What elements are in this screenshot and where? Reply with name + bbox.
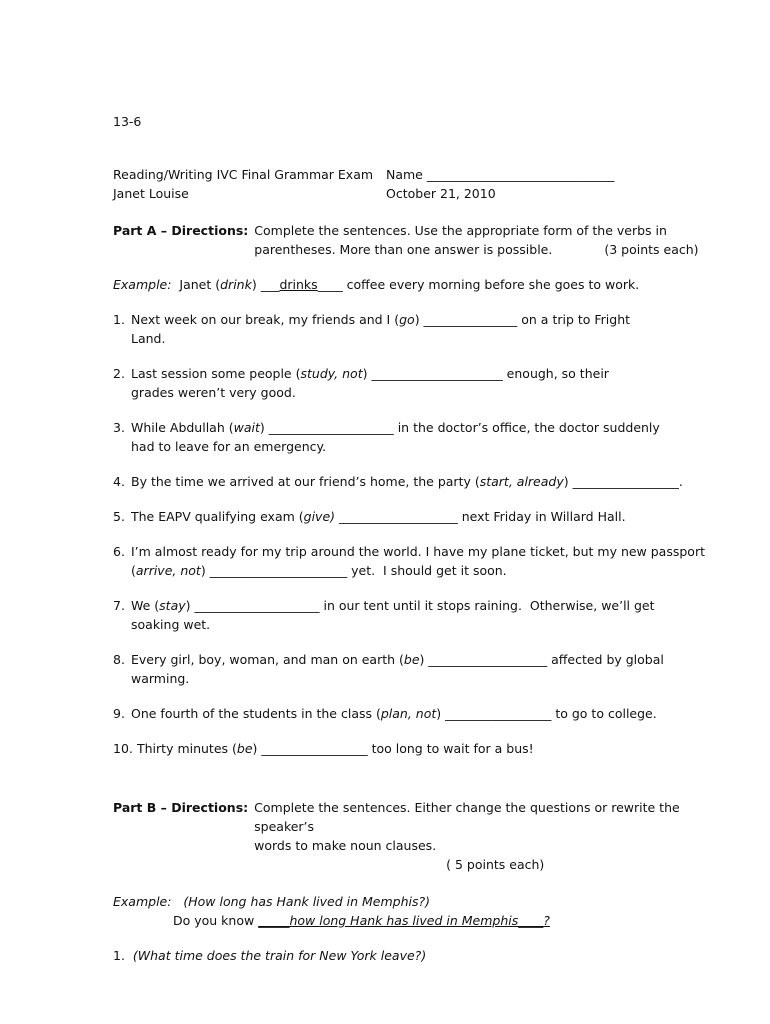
part-a-directions xyxy=(113,221,713,259)
item-verb: be xyxy=(403,652,420,667)
item-text: I’m almost ready for my trip around the world. I have my plane ticket, but my new passport xyxy=(131,544,705,559)
item-number: 10. xyxy=(113,741,133,756)
item-question: (What time does the train for New York leave?) xyxy=(132,948,427,963)
example-lead: Do you know xyxy=(173,913,259,928)
item-verb: wait xyxy=(233,420,260,435)
item-text: Next week on our break, my friends and I ( xyxy=(131,312,400,327)
item-verb: plan, not xyxy=(380,706,437,721)
exam-header xyxy=(113,165,713,203)
part-b-directions-line1: Complete the sentences. Either change the questions or rewrite the speaker’s xyxy=(254,800,680,834)
item-number: 6. xyxy=(113,544,125,559)
exam-date: October 21, 2010 xyxy=(386,186,496,201)
list-item xyxy=(113,472,713,491)
header-right xyxy=(386,165,713,203)
item-text: We ( xyxy=(131,598,160,613)
part-b-item-1 xyxy=(113,946,713,965)
list-item xyxy=(113,418,713,456)
item-text-end: ) _________________. xyxy=(563,474,683,489)
exam-document xyxy=(113,112,713,965)
item-text-end: ___________________ next Friday in Willard Hall. xyxy=(335,509,626,524)
list-item xyxy=(113,596,713,634)
part-b-directions xyxy=(113,798,713,874)
list-item xyxy=(113,542,713,580)
example-text-end: ____ coffee every morning before she goes to work. xyxy=(317,277,640,292)
item-text-end: ) ____________________ in our tent until it stops raining. Otherwise, we’ll get xyxy=(185,598,655,613)
item-text-end: ) _____________________ enough, so their xyxy=(362,366,609,381)
list-item xyxy=(113,310,713,348)
item-number: 8. xyxy=(113,652,125,667)
list-item xyxy=(113,507,713,526)
item-continuation: had to leave for an emergency. xyxy=(131,439,327,454)
part-a-directions-line1: Complete the sentences. Use the appropriate form of the verbs in xyxy=(254,223,667,238)
item-text: While Abdullah ( xyxy=(131,420,234,435)
item-number: 1. xyxy=(113,312,125,327)
item-text: Thirty minutes ( xyxy=(137,741,237,756)
item-verb: start, already xyxy=(479,474,564,489)
item-number: 3. xyxy=(113,420,125,435)
course-title: Reading/Writing IVC Final Grammar Exam xyxy=(113,167,374,182)
item-text: By the time we arrived at our friend’s home, the party ( xyxy=(131,474,480,489)
item-text: The EAPV qualifying exam ( xyxy=(131,509,304,524)
item-verb: be xyxy=(236,741,253,756)
example-label: Example: xyxy=(113,277,172,292)
item-text: One fourth of the students in the class ( xyxy=(131,706,381,721)
example-label: Example: xyxy=(113,894,172,909)
list-item xyxy=(113,704,713,723)
item-number: 5. xyxy=(113,509,125,524)
example-text: Janet ( xyxy=(179,277,221,292)
item-number: 7. xyxy=(113,598,125,613)
part-b-label: Part B – Directions: xyxy=(113,800,249,815)
part-b-directions-line2: words to make noun clauses. xyxy=(254,838,437,853)
item-verb: study, not xyxy=(300,366,363,381)
item-continuation: ( xyxy=(131,563,136,578)
example-blank: ) ___ xyxy=(251,277,280,292)
part-a-label: Part A – Directions: xyxy=(113,223,249,238)
item-number: 2. xyxy=(113,366,125,381)
part-a-items xyxy=(113,310,713,758)
item-number: 4. xyxy=(113,474,125,489)
item-text-end: ) ____________________ in the doctor’s office, the doctor suddenly xyxy=(259,420,660,435)
instructor-name: Janet Louise xyxy=(113,186,189,201)
part-a-directions-line2: parentheses. More than one answer is possible. xyxy=(254,242,553,257)
example-question: (How long has Hank lived in Memphis?) xyxy=(183,894,431,909)
part-b-points: ( 5 points each) xyxy=(446,857,545,872)
item-text-end: ) _________________ too long to wait for a bus! xyxy=(252,741,534,756)
list-item xyxy=(113,739,713,758)
item-text-end: ) ______________________ yet. I should get it soon. xyxy=(200,563,507,578)
part-a-example xyxy=(113,275,713,294)
header-left xyxy=(113,165,386,203)
item-text-end: ) ___________________ affected by global xyxy=(419,652,664,667)
student-name-field: Name ______________________________ xyxy=(386,167,615,182)
item-text-end: ) _______________ on a trip to Fright xyxy=(414,312,631,327)
item-verb: stay xyxy=(159,598,186,613)
item-text: Last session some people ( xyxy=(131,366,301,381)
document-code: 13-6 xyxy=(113,114,142,129)
item-number: 9. xyxy=(113,706,125,721)
item-continuation: grades weren’t very good. xyxy=(131,385,296,400)
item-continuation: Land. xyxy=(131,331,166,346)
list-item xyxy=(113,650,713,688)
part-b-example xyxy=(113,892,713,930)
example-verb: drink xyxy=(220,277,252,292)
item-continuation: soaking wet. xyxy=(131,617,211,632)
item-verb: arrive, not xyxy=(135,563,201,578)
list-item xyxy=(113,364,713,402)
item-continuation: warming. xyxy=(131,671,190,686)
item-number: 1. xyxy=(113,948,125,963)
item-verb: give) xyxy=(303,509,336,524)
part-a-points: (3 points each) xyxy=(604,242,699,257)
example-answer: _____how long Hank has lived in Memphis____? xyxy=(258,913,550,928)
item-text-end: ) _________________ to go to college. xyxy=(436,706,657,721)
item-verb: go xyxy=(399,312,415,327)
item-text: Every girl, boy, woman, and man on earth ( xyxy=(131,652,404,667)
example-answer: drinks xyxy=(279,277,318,292)
